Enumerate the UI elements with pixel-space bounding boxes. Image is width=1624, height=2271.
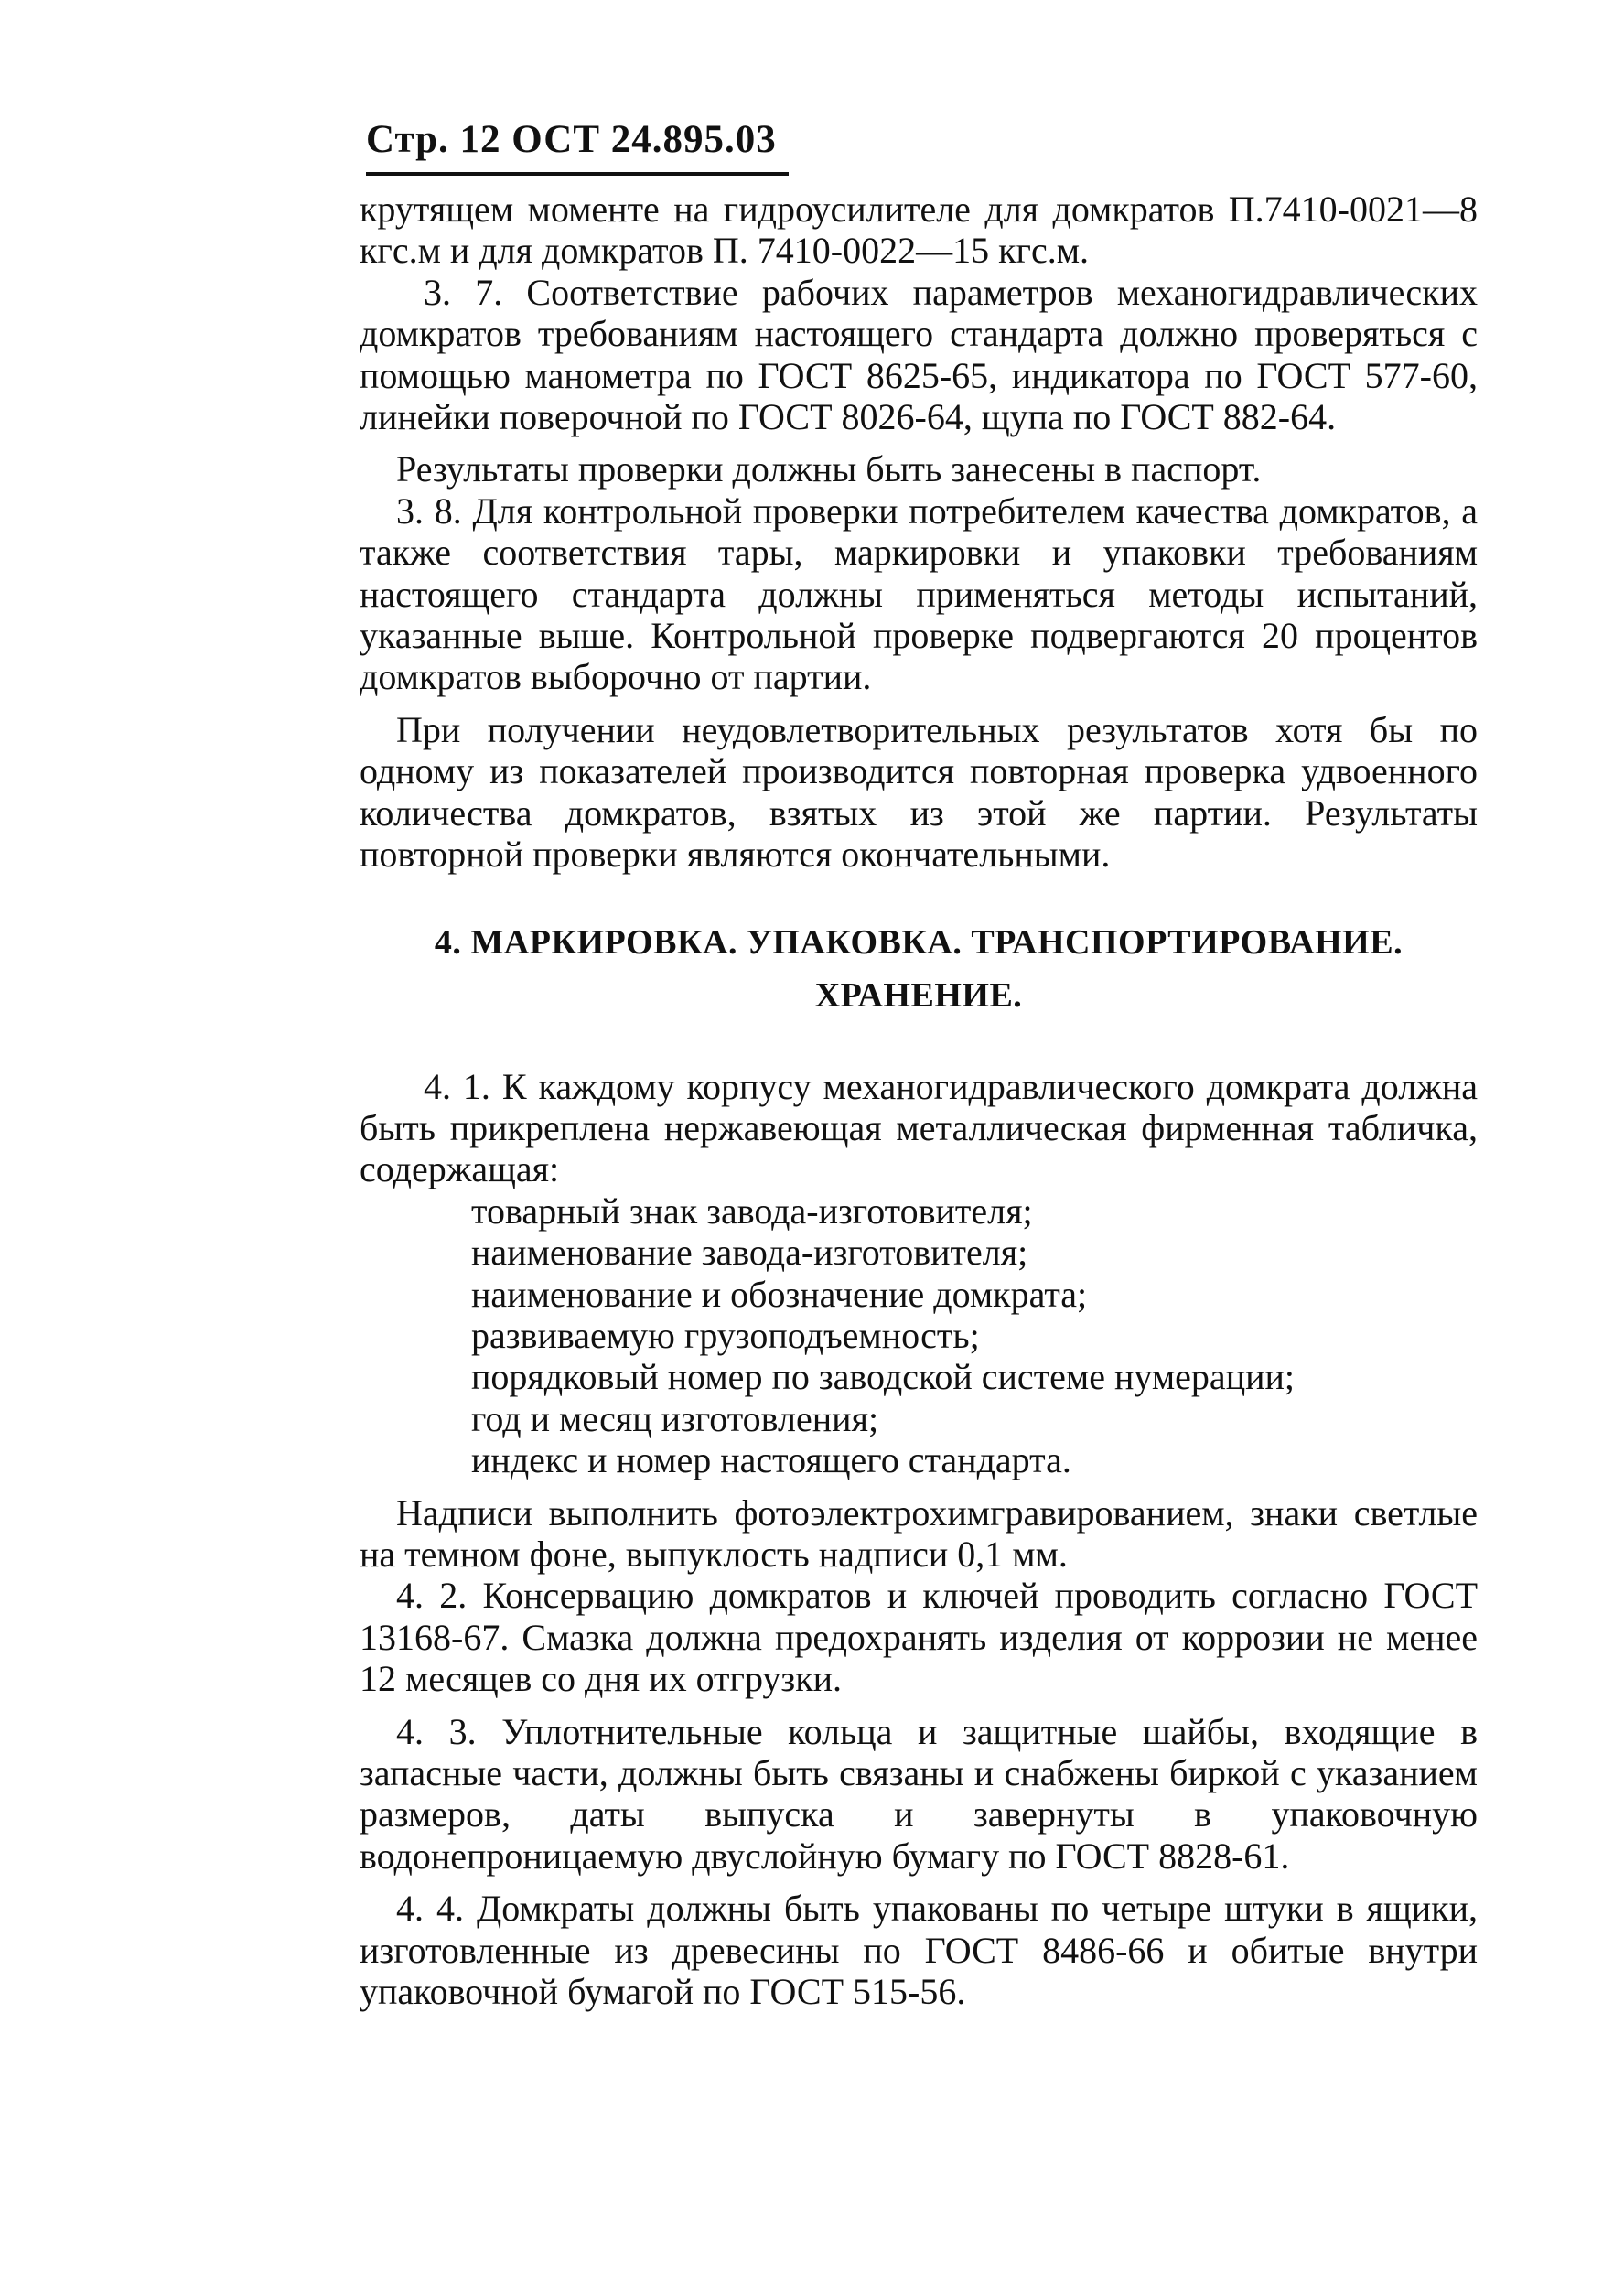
- paragraph-3-7: 3. 7. Соответствие рабочих параметров механогидравлических домкратов требованиям настоящего стандарта должно проверяться с помощью манометра по ГОСТ 8625-65, индикатора по ГОСТ 577-60, линейки поверочной по ГОСТ 8026-64, щупа по ГОСТ 882-64.: [360, 271, 1478, 438]
- paragraph-continuation: крутящем моменте на гидроусилителе для домкратов П.7410-0021—8 кгс.м и для домкратов П. 7410-0022—15 кгс.м.: [360, 188, 1478, 272]
- list-item: порядковый номер по заводской системе нумерации;: [471, 1356, 1296, 1398]
- list-item: год и месяц изготовления;: [471, 1397, 879, 1439]
- section-4-heading: [360, 916, 1478, 1022]
- section-4-heading-line1: 4. МАРКИРОВКА. УПАКОВКА. ТРАНСПОРТИРОВАНИЕ.: [434, 922, 1404, 962]
- paragraph-4-2: 4. 2. Консервацию домкратов и ключей проводить согласно ГОСТ 13168-67. Смазка должна предохранять изделия от коррозии не менее 12 месяцев со дня их отгрузки.: [360, 1575, 1478, 1700]
- list-item: товарный знак завода-изготовителя;: [471, 1189, 1033, 1232]
- document-body: [360, 188, 1478, 2012]
- paragraph-4-1: 4. 1. К каждому корпусу механогидравлического домкрата должна быть прикреплена нержавеющая металлическая фирменная табличка, содержащая:: [360, 1065, 1478, 1190]
- running-header: Стр. 12 ОСТ 24.895.03: [366, 118, 777, 161]
- nameplate-contents-list: [360, 1190, 1478, 1481]
- paragraph-4-4: 4. 4. Домкраты должны быть упакованы по четыре штуки в ящики, изготовленные из древесины по ГОСТ 8486-66 и обитые внутри упаковочной бумагой по ГОСТ 515-56.: [360, 1888, 1478, 2013]
- paragraph-4-3: 4. 3. Уплотнительные кольца и защитные шайбы, входящие в запасные части, должны быть связаны и снабжены биркой с указанием размеров, даты выпуска и завернуты в упаковочную водонепроницаемую двуслойную бумагу по ГОСТ 8828-61.: [360, 1710, 1478, 1877]
- list-item: развиваемую грузоподъемность;: [471, 1314, 980, 1356]
- paragraph-inscriptions: Надписи выполнить фотоэлектрохимгравированием, знаки светлые на темном фоне, выпуклость надписи 0,1 мм.: [360, 1491, 1478, 1575]
- section-4-heading-line2: ХРАНЕНИЕ.: [814, 975, 1023, 1015]
- paragraph-3-8: 3. 8. Для контрольной проверки потребителем качества домкратов, а также соответствия тары, маркировки и упаковки требованиям настоящего стандарта должны применяться методы испытаний, указанные выше. Контрольной проверке подвергаются 20 процентов домкратов выборочно от партии.: [360, 490, 1478, 698]
- list-item: индекс и номер настоящего стандарта.: [471, 1439, 1071, 1481]
- header-underline: [366, 172, 789, 176]
- list-item: наименование завода-изготовителя;: [471, 1232, 1028, 1274]
- list-item: наименование и обозначение домкрата;: [471, 1273, 1088, 1315]
- paragraph-results: Результаты проверки должны быть занесены в паспорт.: [396, 448, 1262, 490]
- paragraph-repeat-check: При получении неудовлетворительных результатов хотя бы по одному из показателей производится повторная проверка удвоенного количества домкратов, взятых из этой же партии. Результаты повторной проверки являются окончательными.: [360, 708, 1478, 876]
